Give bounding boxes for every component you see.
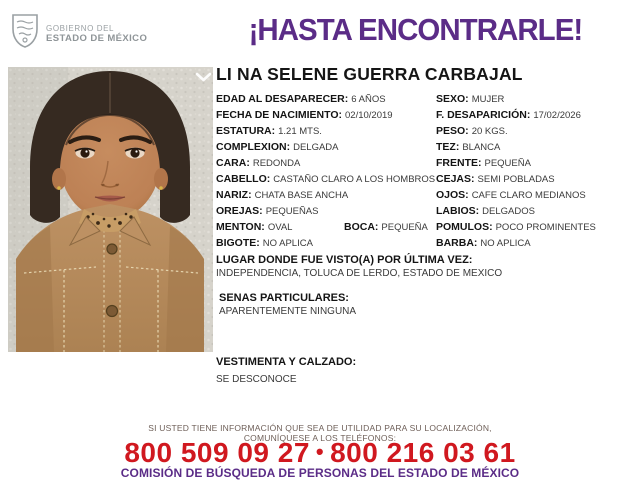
logo-text-line1: GOBIERNO DEL	[46, 23, 115, 33]
clothing-label: VESTIMENTA Y CALZADO:	[216, 356, 357, 368]
section-last-seen	[216, 254, 502, 279]
bullet-separator: •	[315, 439, 325, 464]
field-nariz: NARIZ: CHATA BASE ANCHA	[216, 189, 349, 201]
person-name: LI NA SELENE GUERRA CARBAJAL	[216, 64, 523, 84]
field-menton: MENTON: OVAL BOCA: PEQUEÑA	[216, 218, 438, 234]
contact-instructions-line2: COMUNÍQUESE A LOS TELÉFONOS:	[243, 433, 397, 443]
fields-column-right	[436, 90, 636, 250]
logo-text-line2: ESTADO DE MÉXICO	[46, 32, 148, 44]
field-bigote: BIGOTE: NO APLICA	[216, 237, 313, 249]
field-pomulos: POMULOS: POCO PROMINENTES	[436, 221, 596, 233]
field-fecha-nacimiento: FECHA DE NACIMIENTO: 02/10/2019	[216, 109, 393, 121]
field-tez: TEZ: BLANCA	[436, 141, 501, 153]
field-cara: CARA: REDONDA	[216, 157, 301, 169]
field-fecha-desaparicion: F. DESAPARICIÓN: 17/02/2026	[436, 109, 581, 121]
fields-column-left	[216, 90, 438, 250]
last-seen-label: LUGAR DONDE FUE VISTO(A) POR ÚLTIMA VEZ:	[216, 254, 473, 266]
commission-name: COMISIÓN DE BÚSQUEDA DE PERSONAS DEL ESTADO DE MÉXICO	[120, 466, 520, 480]
field-complexion: COMPLEXION: DELGADA	[216, 141, 339, 153]
missing-person-photo	[8, 67, 213, 352]
field-ojos: OJOS: CAFE CLARO MEDIANOS	[436, 189, 586, 201]
field-cabello: CABELLO: CASTAÑO CLARO A LOS HOMBROS	[216, 173, 436, 185]
field-cejas: CEJAS: SEMI POBLADAS	[436, 173, 555, 185]
phone-number-2: 800 216 03 61	[330, 437, 516, 468]
last-seen-value: INDEPENDENCIA, TOLUCA DE LERDO, ESTADO DE MEXICO	[216, 268, 503, 279]
state-crest-icon	[10, 13, 40, 54]
contact-instructions-line1: SI USTED TIENE INFORMACIÓN QUE SEA DE UTILIDAD PARA SU LOCALIZACIÓN,	[148, 423, 492, 433]
field-edad: EDAD AL DESAPARECER: 6 AÑOS	[216, 93, 386, 105]
field-estatura: ESTATURA: 1.21 MTS.	[216, 125, 322, 137]
field-barba: BARBA: NO APLICA	[436, 237, 531, 249]
phone-numbers	[0, 437, 640, 469]
field-boca: BOCA: PEQUEÑA	[344, 221, 428, 233]
field-peso: PESO: 20 KGS.	[436, 125, 508, 137]
field-frente: FRENTE: PEQUEÑA	[436, 157, 531, 169]
section-particular-signs	[219, 292, 356, 317]
field-sexo: SEXO: MUJER	[436, 93, 505, 105]
section-clothing	[216, 356, 356, 385]
phone-number-1: 800 509 09 27	[124, 437, 310, 468]
clothing-value: SE DESCONOCE	[216, 374, 297, 385]
campaign-title: ¡HASTA ENCONTRARLE!	[248, 12, 582, 47]
state-government-logo	[10, 13, 147, 54]
particular-signs-value: APARENTEMENTE NINGUNA	[219, 306, 357, 317]
particular-signs-label: SENAS PARTICULARES:	[219, 292, 349, 304]
field-orejas: OREJAS: PEQUEÑAS	[216, 205, 319, 217]
field-labios: LABIOS: DELGADOS	[436, 205, 535, 217]
